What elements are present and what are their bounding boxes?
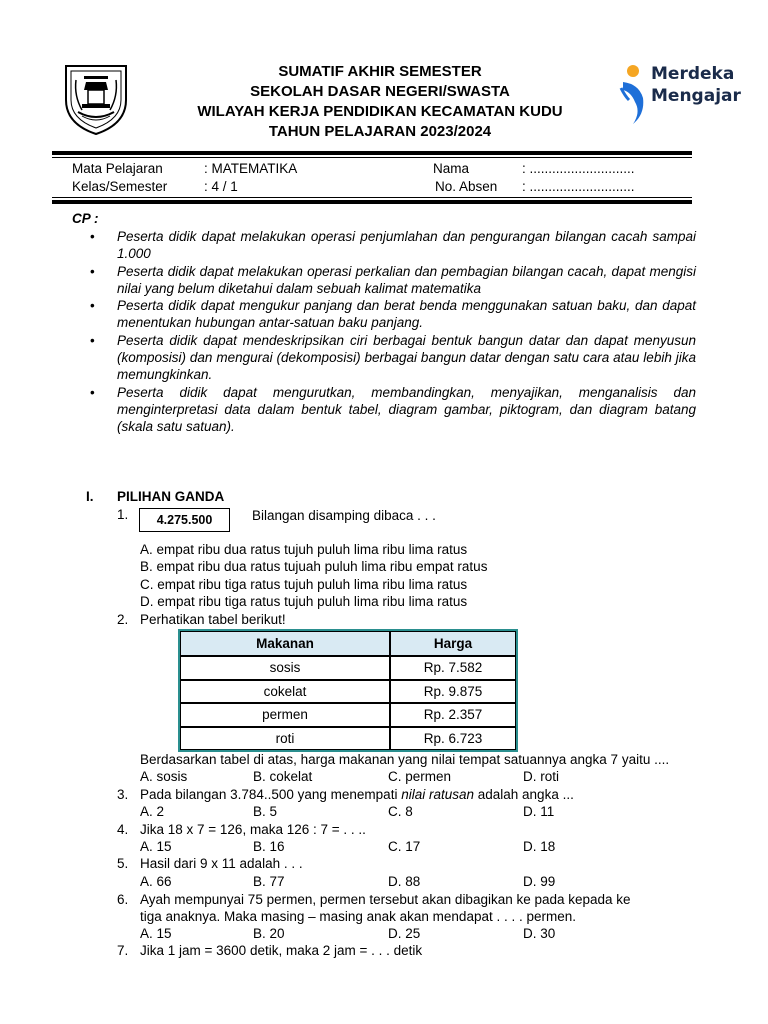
q6-text-line2: tiga anaknya. Maka masing – masing anak akan mendapat . . . . permen. [140,909,576,924]
name-field: : ............................ [522,161,635,176]
cp-item: • Peserta didik dapat mengukur panjang dan berat benda menggunakan satuan baku, dan dapat menentukan hubungan antar-satuan baku panjang. [90,297,696,332]
q7-number: 7. [117,943,129,958]
cp-item: • Peserta didik dapat melakukan operasi perkalian dan pembagian bilangan cacah, dapat mengisi nilai yang belum diketahui dalam sebuah kalimat matematika [90,263,696,298]
q5-option-c: D. 88 [388,874,421,889]
q3-text-emphasis: nilai ratusan [401,787,474,802]
header-line-4: TAHUN PELAJARAN 2023/2024 [268,123,492,140]
subject-label: Mata Pelajaran [72,161,163,176]
cp-item: • Peserta didik dapat melakukan operasi penjumlahan dan pengurangan bilangan cacah sampai 1.000 [90,228,696,263]
header-divider-top-thin [52,157,692,158]
table-cell-price: Rp. 7.582 [390,656,516,680]
table-header-makanan: Makanan [180,631,390,656]
merdeka-mengajar-logo [619,62,739,130]
q2-number: 2. [117,612,129,627]
table-cell-item: sosis [180,656,390,680]
header-line-2: SEKOLAH DASAR NEGERI/SWASTA [250,83,510,100]
q2-after-text: Berdasarkan tabel di atas, harga makanan yang nilai tempat satuannya angka 7 yaitu .... [140,752,670,767]
header-line-3: WILAYAH KERJA PENDIDIKAN KECAMATAN KUDU [197,103,563,120]
logo-text-mengajar: Mengajar [651,86,741,106]
q3-option-b: B. 5 [253,804,278,819]
cp-label: CP : [72,211,99,226]
q3-text-post: adalah angka ... [474,787,574,802]
cp-item: • Peserta didik dapat mendeskripsikan ciri berbagai bentuk bangun datar dan dapat menyusun (komposisi) dan mengurai (dekomposisi) berbagai bangun datar dengan satu cara atau lebih jika memungkinkan. [90,332,696,384]
header-divider-bottom-thin [52,197,692,198]
q1-number-box: 4.275.500 [139,508,230,532]
q5-option-a: A. 66 [140,874,172,889]
absen-field: : ............................ [522,179,635,194]
q4-options [0,838,768,856]
table-header-row [180,631,516,656]
absen-label: No. Absen [435,179,498,194]
q1-text: Bilangan disamping dibaca . . . [252,508,436,523]
q1-option-b: B. empat ribu dua ratus tujuah puluh lima ribu empat ratus [140,559,488,574]
section-title: PILIHAN GANDA [117,489,225,504]
q6-option-c: D. 25 [388,926,421,941]
header-divider-bottom [52,200,692,204]
q4-option-a: A. 15 [140,839,172,854]
q6-text-line1: Ayah mempunyai 75 permen, permen tersebut akan dibagikan ke pada kepada ke [140,892,631,907]
q3-options [0,803,768,821]
table-cell-price: Rp. 2.357 [390,703,516,727]
q2-option-b: B. cokelat [253,769,313,784]
table-cell-item: cokelat [180,680,390,704]
q4-option-c: C. 17 [388,839,421,854]
section-number: I. [86,489,94,504]
header-line-1: SUMATIF AKHIR SEMESTER [278,63,482,80]
q3-option-a: A. 2 [140,804,165,819]
q1-number: 1. [117,507,129,522]
q3-text-pre: Pada bilangan 3.784..500 yang menempati [140,787,402,802]
q2-option-c: C. permen [388,769,452,784]
q2-text: Perhatikan tabel berikut! [140,612,286,627]
cp-item: • Peserta didik dapat mengurutkan, membandingkan, menyajikan, menganalisis dan menginterpretasi data dalam bentuk tabel, diagram gambar, piktogram, dan diagram batang (skala satu satuan). [90,384,696,436]
q2-options [0,768,768,786]
class-value: : 4 / 1 [204,179,238,194]
q5-number: 5. [117,856,129,871]
table-row [180,656,516,680]
q6-option-d: D. 30 [523,926,556,941]
table-cell-price: Rp. 6.723 [390,727,516,751]
table-row [180,703,516,727]
q6-options [0,925,768,943]
logo-text-merdeka: Merdeka [651,64,735,84]
table-row [180,727,516,751]
q1-option-c: C. empat ribu tiga ratus tujuh puluh lima ribu lima ratus [140,577,468,592]
q2-option-d: D. roti [523,769,560,784]
q1-option-a: A. empat ribu dua ratus tujuh puluh lima ribu lima ratus [140,542,468,557]
q7-text: Jika 1 jam = 3600 detik, maka 2 jam = . . . detik [140,943,423,958]
table-cell-item: roti [180,727,390,751]
table-row [180,680,516,704]
table-cell-price: Rp. 9.875 [390,680,516,704]
q5-option-b: B. 77 [253,874,285,889]
q4-text: Jika 18 x 7 = 126, maka 126 : 7 = . . .. [140,822,366,837]
q6-number: 6. [117,892,129,907]
q5-text: Hasil dari 9 x 11 adalah . . . [140,856,303,871]
header-divider-top [52,151,692,155]
q6-option-a: A. 15 [140,926,172,941]
name-label: Nama [433,161,470,176]
q5-options [0,873,768,891]
cp-list [90,228,696,436]
q1-option-d: D. empat ribu tiga ratus tujuh puluh lima ribu lima ratus [140,594,468,609]
table-cell-item: permen [180,703,390,727]
q4-option-b: B. 16 [253,839,285,854]
q2-option-a: A. sosis [140,769,188,784]
q4-option-d: D. 18 [523,839,556,854]
q5-option-d: D. 99 [523,874,556,889]
q3-option-c: C. 8 [388,804,413,819]
document-header [150,62,610,142]
q3-text [140,786,574,804]
subject-value: : MATEMATIKA [204,161,298,176]
price-table [178,629,518,752]
class-label: Kelas/Semester [72,179,168,194]
q3-option-d: D. 11 [523,804,555,819]
table-header-harga: Harga [390,631,516,656]
school-emblem-logo [62,60,130,136]
q6-option-b: B. 20 [253,926,285,941]
q4-number: 4. [117,822,129,837]
q3-number: 3. [117,787,129,802]
